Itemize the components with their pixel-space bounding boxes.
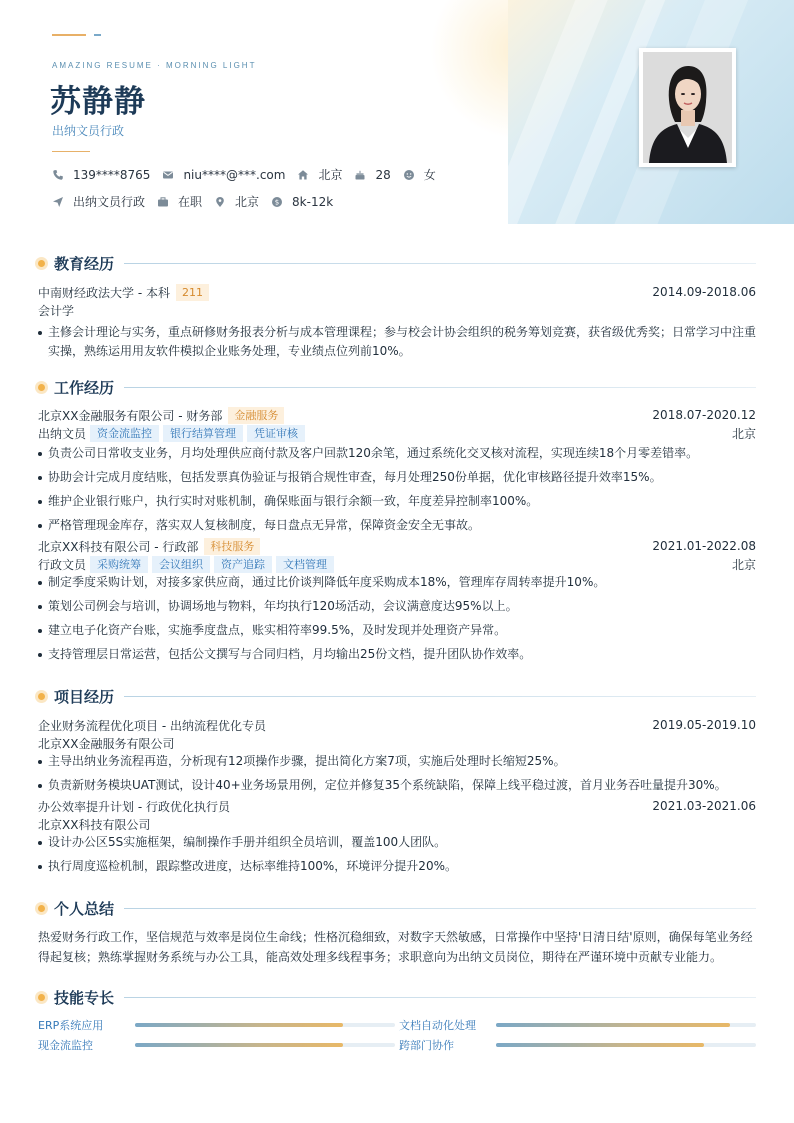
skill-label: 跨部门协作 [399, 1039, 454, 1052]
education-entry-head [38, 283, 756, 301]
section-dot-icon [38, 384, 45, 391]
section-dot-icon [38, 994, 45, 1001]
skill-bar [496, 1043, 756, 1047]
job-city: 北京 [731, 557, 756, 572]
skill-bar [496, 1023, 756, 1027]
skill-bar-fill [135, 1023, 343, 1027]
job-bullet: 制定季度采购计划，对接多家供应商，通过比价谈判降低年度采购成本18%，管理库存周转率提升10%。 [38, 573, 756, 592]
age-text: 28 [375, 167, 391, 182]
education-major: 会计学 [38, 303, 75, 318]
education-major-line [38, 301, 756, 319]
job-dates: 2018.07-2020.12 [652, 408, 756, 422]
age-item [354, 168, 390, 182]
job-bullet: 严格管理现金库存，落实双人复核制度，每日盘点无异常，保障资金安全无事故。 [38, 516, 756, 535]
money-icon [271, 196, 283, 208]
projects-heading-row [38, 686, 756, 706]
status-item [157, 193, 202, 210]
section-dot-icon [38, 693, 45, 700]
section-divider [124, 263, 756, 264]
project-org: 北京XX金融服务有限公司 [38, 736, 175, 751]
project-bullet: 执行周度巡检机制，跟踪整改进度，达标率维持100%，环境评分提升20%。 [38, 857, 756, 876]
job-skill-tag: 文档管理 [276, 556, 334, 573]
home-icon [297, 169, 309, 181]
job-role-line [38, 424, 756, 442]
education-heading: 教育经历 [54, 254, 115, 273]
profile-photo-frame [639, 48, 736, 167]
skill-label: 现金流监控 [38, 1039, 93, 1052]
job-role: 行政文员 [38, 557, 87, 572]
projects-section [38, 686, 756, 881]
cake-icon [354, 169, 366, 181]
skill-item [38, 1037, 399, 1053]
phone-icon [52, 169, 64, 181]
job-skill-tag: 银行结算管理 [163, 425, 243, 442]
mail-icon [162, 169, 174, 181]
home-item [297, 166, 342, 183]
gender-text: 女 [423, 168, 436, 182]
project-dates: 2019.05-2019.10 [652, 718, 756, 732]
skill-label: ERP系统应用 [38, 1019, 104, 1032]
job-bullet: 协助会计完成月度结账，包括发票真伪验证与报销合规性审查，每月处理250份单据，优化审核路径提升效率15%。 [38, 468, 756, 487]
section-divider [124, 908, 756, 909]
skill-bar [135, 1023, 395, 1027]
resume-header [0, 0, 794, 224]
section-divider [124, 997, 756, 998]
status-text: 在职 [178, 195, 203, 209]
job-skill-tag: 资产追踪 [214, 556, 272, 573]
contact-row-1 [52, 166, 448, 183]
summary-text: 热爱财务行政工作，坚信规范与效率是岗位生命线；性格沉稳细致，对数字天然敏感，日常操作中坚持'日清日结'原则，确保每笔业务经得起复核；熟练掌握财务系统与办公工具，能高效处理多线程事务；求职意向为出纳文员岗位，期待在严谨环境中贡献专业能力。 [38, 930, 753, 964]
education-dates: 2014.09-2018.06 [652, 285, 756, 299]
project-org-line [38, 815, 756, 833]
skill-item [38, 1017, 399, 1033]
accent-line-orange [52, 34, 86, 36]
skill-bar-fill [135, 1043, 343, 1047]
phone-item [52, 168, 150, 182]
job-bullet: 维护企业银行账户，执行实时对账机制，确保账面与银行余额一致，年度差异控制率100%。 [38, 492, 756, 511]
accent-line-blue [94, 34, 101, 36]
city-text: 北京 [235, 195, 260, 209]
summary-heading-row [38, 898, 756, 918]
job-entry-head [38, 406, 756, 424]
job-city: 北京 [731, 426, 756, 441]
city-item [214, 193, 259, 210]
project-entry-head [38, 716, 756, 734]
skills-grid [38, 1017, 756, 1053]
skills-section [38, 987, 756, 1053]
summary-heading: 个人总结 [54, 899, 115, 918]
job-skill-tag: 会议组织 [152, 556, 210, 573]
skill-bar [135, 1043, 395, 1047]
section-divider [124, 696, 756, 697]
work-heading-row [38, 377, 756, 397]
skills-heading-row [38, 987, 756, 1007]
job-industry-tag: 科技服务 [204, 538, 260, 555]
job-bullet: 支持管理层日常运营，包括公文撰写与合同归档，月均输出25份文档，提升团队协作效率。 [38, 645, 756, 664]
summary-section [38, 898, 756, 967]
job-bullet: 建立电子化资产台账，实施季度盘点，账实相符率99.5%，及时发现并处理资产异常。 [38, 621, 756, 640]
project-title: 办公效率提升计划 - 行政优化执行员 [38, 799, 230, 814]
intent-text: 出纳文员行政 [73, 195, 146, 209]
section-dot-icon [38, 260, 45, 267]
smile-icon [403, 169, 415, 181]
project-org: 北京XX科技有限公司 [38, 817, 151, 832]
section-dot-icon [38, 905, 45, 912]
skill-bar-fill [496, 1023, 730, 1027]
education-section [38, 253, 756, 366]
job-role-line [38, 555, 756, 573]
skill-bar-fill [496, 1043, 704, 1047]
job-role: 出纳文员 [38, 426, 87, 441]
salary-text: 8k-12k [292, 194, 334, 209]
email-item [162, 168, 285, 182]
job-industry-tag: 金融服务 [228, 407, 284, 424]
briefcase-icon [157, 196, 169, 208]
salary-item [271, 195, 333, 209]
skill-item [399, 1017, 756, 1033]
job-skill-tag: 凭证审核 [247, 425, 305, 442]
project-bullet: 主导出纳业务流程再造，分析现有12项操作步骤，提出简化方案7项，实施后处理时长缩短25%。 [38, 752, 756, 771]
resume-eyebrow: AMAZING RESUME · MORNING LIGHT [52, 61, 257, 70]
job-skill-tag: 采购统筹 [90, 556, 148, 573]
education-heading-row [38, 253, 756, 273]
skill-item [399, 1037, 756, 1053]
school-tag: 211 [176, 284, 209, 301]
svg-text:$: $ [274, 198, 280, 207]
skills-heading: 技能专长 [54, 988, 115, 1007]
gender-item [403, 166, 436, 183]
work-section [38, 377, 756, 669]
job-company: 北京XX科技有限公司 - 行政部 [38, 539, 199, 554]
profile-photo [643, 52, 732, 163]
hometown-text: 北京 [318, 168, 343, 182]
work-heading: 工作经历 [54, 378, 115, 397]
project-dates: 2021.03-2021.06 [652, 799, 756, 813]
phone-text: 139****8765 [73, 167, 151, 182]
section-divider [124, 387, 756, 388]
job-entry-head [38, 537, 756, 555]
education-bullet: 主修会计理论与实务，重点研修财务报表分析与成本管理课程；参与校会计协会组织的税务筹划竞赛，获省级优秀奖；日常学习中注重实操，熟练运用用友软件模拟企业账务处理，专业绩点位列前10%。 [38, 323, 756, 361]
project-entry-head [38, 797, 756, 815]
projects-heading: 项目经历 [54, 687, 115, 706]
project-bullet: 设计办公区5S实施框架，编制操作手册并组织全员培训，覆盖100人团队。 [38, 833, 756, 852]
name-underline [52, 151, 90, 152]
job-bullet: 负责公司日常收支业务，月均处理供应商付款及客户回款120余笔，通过系统化交叉核对流程，实现连续18个月零差错率。 [38, 444, 756, 463]
email-text: niu****@***.com [183, 167, 286, 182]
project-org-line [38, 734, 756, 752]
candidate-name: 苏静静 [50, 84, 146, 120]
location-icon [214, 196, 226, 208]
send-icon [52, 196, 64, 208]
job-skill-tag: 资金流监控 [90, 425, 159, 442]
school-name: 中南财经政法大学 - 本科 [38, 285, 170, 300]
intent-item [52, 193, 145, 210]
job-title: 出纳文员行政 [52, 124, 125, 138]
project-title: 企业财务流程优化项目 - 出纳流程优化专员 [38, 718, 266, 733]
skill-label: 文档自动化处理 [399, 1019, 476, 1032]
contact-row-2 [52, 193, 345, 210]
project-bullet: 负责新财务模块UAT测试，设计40+业务场景用例，定位并修复35个系统缺陷，保障上线平稳过渡，首月业务吞吐量提升30%。 [38, 776, 756, 795]
job-dates: 2021.01-2022.08 [652, 539, 756, 553]
job-company: 北京XX金融服务有限公司 - 财务部 [38, 408, 223, 423]
job-bullet: 策划公司例会与培训，协调场地与物料，年均执行120场活动，会议满意度达95%以上。 [38, 597, 756, 616]
